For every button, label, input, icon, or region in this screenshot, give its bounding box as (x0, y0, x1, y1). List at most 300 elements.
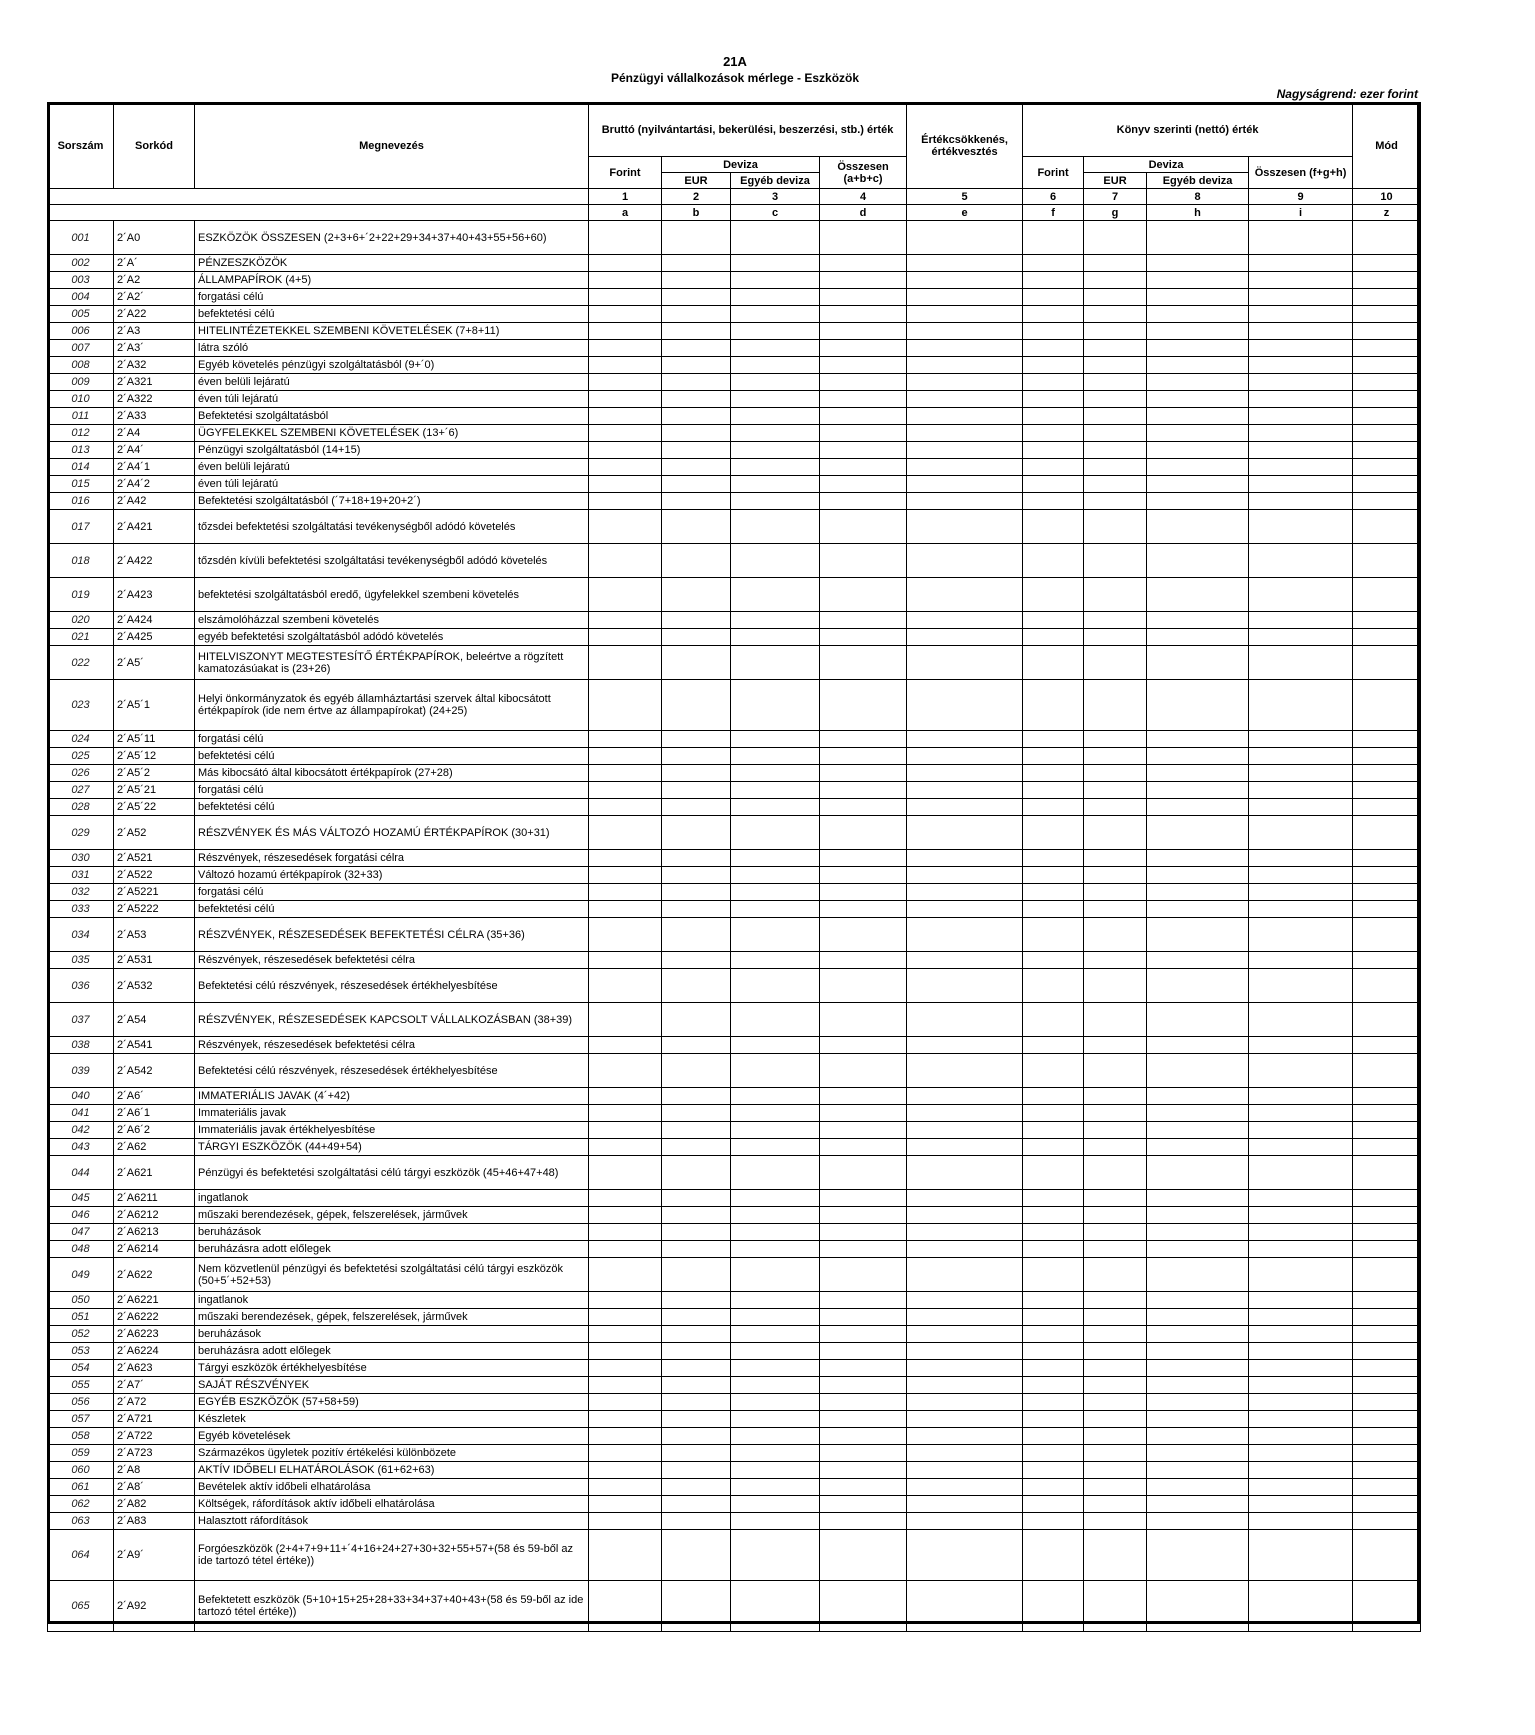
value-cell[interactable] (662, 1241, 731, 1258)
value-cell[interactable] (907, 544, 1023, 578)
value-cell[interactable] (820, 850, 907, 867)
value-cell[interactable] (820, 1037, 907, 1054)
value-cell[interactable] (662, 629, 731, 646)
value-cell[interactable] (1084, 799, 1147, 816)
value-cell[interactable] (589, 459, 662, 476)
value-cell[interactable] (907, 306, 1023, 323)
value-cell[interactable] (820, 1258, 907, 1292)
value-cell[interactable] (1084, 867, 1147, 884)
value-cell[interactable] (907, 748, 1023, 765)
value-cell[interactable] (1353, 1088, 1421, 1105)
value-cell[interactable] (1084, 1394, 1147, 1411)
value-cell[interactable] (731, 1581, 820, 1632)
value-cell[interactable] (820, 1241, 907, 1258)
value-cell[interactable] (1249, 884, 1353, 901)
value-cell[interactable] (731, 884, 820, 901)
value-cell[interactable] (662, 340, 731, 357)
value-cell[interactable] (1147, 1241, 1249, 1258)
value-cell[interactable] (1084, 884, 1147, 901)
value-cell[interactable] (589, 1105, 662, 1122)
value-cell[interactable] (1084, 1122, 1147, 1139)
value-cell[interactable] (907, 1462, 1023, 1479)
value-cell[interactable] (1353, 323, 1421, 340)
value-cell[interactable] (1147, 1309, 1249, 1326)
value-cell[interactable] (1249, 272, 1353, 289)
value-cell[interactable] (1353, 850, 1421, 867)
value-cell[interactable] (820, 1479, 907, 1496)
value-cell[interactable] (1147, 510, 1249, 544)
value-cell[interactable] (820, 1190, 907, 1207)
value-cell[interactable] (1084, 272, 1147, 289)
value-cell[interactable] (662, 646, 731, 680)
value-cell[interactable] (820, 425, 907, 442)
value-cell[interactable] (1023, 1479, 1084, 1496)
value-cell[interactable] (1084, 612, 1147, 629)
value-cell[interactable] (731, 1530, 820, 1581)
value-cell[interactable] (820, 1394, 907, 1411)
value-cell[interactable] (820, 459, 907, 476)
value-cell[interactable] (1023, 629, 1084, 646)
value-cell[interactable] (731, 1224, 820, 1241)
value-cell[interactable] (1249, 765, 1353, 782)
value-cell[interactable] (1023, 646, 1084, 680)
value-cell[interactable] (731, 918, 820, 952)
value-cell[interactable] (731, 510, 820, 544)
value-cell[interactable] (1353, 1122, 1421, 1139)
value-cell[interactable] (589, 306, 662, 323)
value-cell[interactable] (1147, 850, 1249, 867)
value-cell[interactable] (589, 1003, 662, 1037)
value-cell[interactable] (1023, 442, 1084, 459)
value-cell[interactable] (731, 1105, 820, 1122)
value-cell[interactable] (907, 1003, 1023, 1037)
value-cell[interactable] (820, 255, 907, 272)
value-cell[interactable] (1249, 1054, 1353, 1088)
value-cell[interactable] (731, 799, 820, 816)
value-cell[interactable] (1249, 816, 1353, 850)
value-cell[interactable] (1249, 1530, 1353, 1581)
value-cell[interactable] (1023, 1207, 1084, 1224)
value-cell[interactable] (1147, 221, 1249, 255)
value-cell[interactable] (820, 1428, 907, 1445)
value-cell[interactable] (1023, 1343, 1084, 1360)
value-cell[interactable] (1147, 1190, 1249, 1207)
value-cell[interactable] (731, 1411, 820, 1428)
value-cell[interactable] (731, 306, 820, 323)
value-cell[interactable] (1249, 901, 1353, 918)
value-cell[interactable] (1249, 306, 1353, 323)
value-cell[interactable] (1249, 952, 1353, 969)
value-cell[interactable] (1023, 1513, 1084, 1530)
value-cell[interactable] (589, 340, 662, 357)
value-cell[interactable] (1084, 1479, 1147, 1496)
value-cell[interactable] (589, 408, 662, 425)
value-cell[interactable] (662, 1003, 731, 1037)
value-cell[interactable] (1249, 323, 1353, 340)
value-cell[interactable] (907, 323, 1023, 340)
value-cell[interactable] (731, 1360, 820, 1377)
value-cell[interactable] (820, 1088, 907, 1105)
value-cell[interactable] (907, 799, 1023, 816)
value-cell[interactable] (1023, 1377, 1084, 1394)
value-cell[interactable] (820, 918, 907, 952)
value-cell[interactable] (1023, 1411, 1084, 1428)
value-cell[interactable] (1249, 969, 1353, 1003)
value-cell[interactable] (1353, 425, 1421, 442)
value-cell[interactable] (589, 1462, 662, 1479)
value-cell[interactable] (1353, 816, 1421, 850)
value-cell[interactable] (589, 680, 662, 731)
value-cell[interactable] (1084, 1411, 1147, 1428)
value-cell[interactable] (1084, 1241, 1147, 1258)
value-cell[interactable] (731, 612, 820, 629)
value-cell[interactable] (907, 918, 1023, 952)
value-cell[interactable] (1249, 1003, 1353, 1037)
value-cell[interactable] (1249, 782, 1353, 799)
value-cell[interactable] (662, 459, 731, 476)
value-cell[interactable] (907, 1411, 1023, 1428)
value-cell[interactable] (1249, 748, 1353, 765)
value-cell[interactable] (662, 425, 731, 442)
value-cell[interactable] (1147, 748, 1249, 765)
value-cell[interactable] (662, 1156, 731, 1190)
value-cell[interactable] (1147, 901, 1249, 918)
value-cell[interactable] (820, 952, 907, 969)
value-cell[interactable] (1249, 918, 1353, 952)
value-cell[interactable] (1353, 1377, 1421, 1394)
value-cell[interactable] (820, 408, 907, 425)
value-cell[interactable] (1023, 578, 1084, 612)
value-cell[interactable] (1084, 1207, 1147, 1224)
value-cell[interactable] (1147, 578, 1249, 612)
value-cell[interactable] (662, 1428, 731, 1445)
value-cell[interactable] (1147, 646, 1249, 680)
value-cell[interactable] (662, 289, 731, 306)
value-cell[interactable] (731, 221, 820, 255)
value-cell[interactable] (1249, 255, 1353, 272)
value-cell[interactable] (589, 1496, 662, 1513)
value-cell[interactable] (1353, 272, 1421, 289)
value-cell[interactable] (1023, 799, 1084, 816)
value-cell[interactable] (820, 493, 907, 510)
value-cell[interactable] (907, 1394, 1023, 1411)
value-cell[interactable] (1023, 731, 1084, 748)
value-cell[interactable] (1353, 1343, 1421, 1360)
value-cell[interactable] (820, 1309, 907, 1326)
value-cell[interactable] (1353, 442, 1421, 459)
value-cell[interactable] (1249, 1411, 1353, 1428)
value-cell[interactable] (1023, 493, 1084, 510)
value-cell[interactable] (1147, 816, 1249, 850)
value-cell[interactable] (1147, 442, 1249, 459)
value-cell[interactable] (907, 1156, 1023, 1190)
value-cell[interactable] (1084, 816, 1147, 850)
value-cell[interactable] (1023, 340, 1084, 357)
value-cell[interactable] (907, 1037, 1023, 1054)
value-cell[interactable] (1023, 1462, 1084, 1479)
value-cell[interactable] (907, 1309, 1023, 1326)
value-cell[interactable] (1147, 1037, 1249, 1054)
value-cell[interactable] (1353, 1428, 1421, 1445)
value-cell[interactable] (1084, 680, 1147, 731)
value-cell[interactable] (731, 731, 820, 748)
value-cell[interactable] (731, 1445, 820, 1462)
value-cell[interactable] (1249, 629, 1353, 646)
value-cell[interactable] (1084, 1309, 1147, 1326)
value-cell[interactable] (907, 765, 1023, 782)
value-cell[interactable] (731, 1037, 820, 1054)
value-cell[interactable] (589, 1037, 662, 1054)
value-cell[interactable] (731, 272, 820, 289)
value-cell[interactable] (1353, 1360, 1421, 1377)
value-cell[interactable] (820, 1156, 907, 1190)
value-cell[interactable] (662, 1054, 731, 1088)
value-cell[interactable] (1147, 969, 1249, 1003)
value-cell[interactable] (1023, 357, 1084, 374)
value-cell[interactable] (1353, 884, 1421, 901)
value-cell[interactable] (1353, 765, 1421, 782)
value-cell[interactable] (1353, 255, 1421, 272)
value-cell[interactable] (1023, 1309, 1084, 1326)
value-cell[interactable] (907, 1530, 1023, 1581)
value-cell[interactable] (662, 884, 731, 901)
value-cell[interactable] (589, 425, 662, 442)
value-cell[interactable] (1084, 289, 1147, 306)
value-cell[interactable] (907, 952, 1023, 969)
value-cell[interactable] (1353, 1309, 1421, 1326)
value-cell[interactable] (820, 306, 907, 323)
value-cell[interactable] (1084, 1360, 1147, 1377)
value-cell[interactable] (731, 1139, 820, 1156)
value-cell[interactable] (1084, 442, 1147, 459)
value-cell[interactable] (1249, 1105, 1353, 1122)
value-cell[interactable] (1249, 1156, 1353, 1190)
value-cell[interactable] (1084, 748, 1147, 765)
value-cell[interactable] (1023, 289, 1084, 306)
value-cell[interactable] (1147, 867, 1249, 884)
value-cell[interactable] (589, 272, 662, 289)
value-cell[interactable] (1147, 629, 1249, 646)
value-cell[interactable] (662, 850, 731, 867)
value-cell[interactable] (589, 748, 662, 765)
value-cell[interactable] (589, 1479, 662, 1496)
value-cell[interactable] (731, 323, 820, 340)
value-cell[interactable] (589, 1054, 662, 1088)
value-cell[interactable] (907, 1445, 1023, 1462)
value-cell[interactable] (820, 799, 907, 816)
value-cell[interactable] (1353, 1462, 1421, 1479)
value-cell[interactable] (820, 374, 907, 391)
value-cell[interactable] (1353, 1411, 1421, 1428)
value-cell[interactable] (589, 1207, 662, 1224)
value-cell[interactable] (1353, 1105, 1421, 1122)
value-cell[interactable] (662, 255, 731, 272)
value-cell[interactable] (731, 425, 820, 442)
value-cell[interactable] (589, 629, 662, 646)
value-cell[interactable] (1147, 1343, 1249, 1360)
value-cell[interactable] (907, 782, 1023, 799)
value-cell[interactable] (1023, 221, 1084, 255)
value-cell[interactable] (1147, 1445, 1249, 1462)
value-cell[interactable] (1084, 1581, 1147, 1632)
value-cell[interactable] (731, 1190, 820, 1207)
value-cell[interactable] (1084, 1088, 1147, 1105)
value-cell[interactable] (662, 1258, 731, 1292)
value-cell[interactable] (731, 340, 820, 357)
value-cell[interactable] (1023, 408, 1084, 425)
value-cell[interactable] (731, 1156, 820, 1190)
value-cell[interactable] (1084, 1224, 1147, 1241)
value-cell[interactable] (1023, 1122, 1084, 1139)
value-cell[interactable] (1249, 578, 1353, 612)
value-cell[interactable] (731, 1292, 820, 1309)
value-cell[interactable] (662, 357, 731, 374)
value-cell[interactable] (1353, 748, 1421, 765)
value-cell[interactable] (820, 1207, 907, 1224)
value-cell[interactable] (820, 391, 907, 408)
value-cell[interactable] (1353, 799, 1421, 816)
value-cell[interactable] (1023, 1292, 1084, 1309)
value-cell[interactable] (820, 1581, 907, 1632)
value-cell[interactable] (731, 782, 820, 799)
value-cell[interactable] (820, 510, 907, 544)
value-cell[interactable] (589, 782, 662, 799)
value-cell[interactable] (1023, 969, 1084, 1003)
value-cell[interactable] (662, 952, 731, 969)
value-cell[interactable] (589, 255, 662, 272)
value-cell[interactable] (1023, 1088, 1084, 1105)
value-cell[interactable] (820, 1292, 907, 1309)
value-cell[interactable] (589, 323, 662, 340)
value-cell[interactable] (1147, 459, 1249, 476)
value-cell[interactable] (589, 476, 662, 493)
value-cell[interactable] (1249, 374, 1353, 391)
value-cell[interactable] (731, 544, 820, 578)
value-cell[interactable] (820, 1343, 907, 1360)
value-cell[interactable] (1249, 1428, 1353, 1445)
value-cell[interactable] (1147, 1156, 1249, 1190)
value-cell[interactable] (1023, 391, 1084, 408)
value-cell[interactable] (589, 1156, 662, 1190)
value-cell[interactable] (1249, 731, 1353, 748)
value-cell[interactable] (1023, 1241, 1084, 1258)
value-cell[interactable] (1147, 1088, 1249, 1105)
value-cell[interactable] (731, 629, 820, 646)
value-cell[interactable] (589, 442, 662, 459)
value-cell[interactable] (589, 850, 662, 867)
value-cell[interactable] (662, 1513, 731, 1530)
value-cell[interactable] (1147, 1411, 1249, 1428)
value-cell[interactable] (907, 425, 1023, 442)
value-cell[interactable] (1353, 952, 1421, 969)
value-cell[interactable] (820, 748, 907, 765)
value-cell[interactable] (820, 646, 907, 680)
value-cell[interactable] (907, 1343, 1023, 1360)
value-cell[interactable] (1249, 357, 1353, 374)
value-cell[interactable] (1147, 1377, 1249, 1394)
value-cell[interactable] (1147, 391, 1249, 408)
value-cell[interactable] (1249, 510, 1353, 544)
value-cell[interactable] (1084, 765, 1147, 782)
value-cell[interactable] (820, 816, 907, 850)
value-cell[interactable] (662, 612, 731, 629)
value-cell[interactable] (731, 408, 820, 425)
value-cell[interactable] (662, 867, 731, 884)
value-cell[interactable] (731, 357, 820, 374)
value-cell[interactable] (1023, 459, 1084, 476)
value-cell[interactable] (1249, 1326, 1353, 1343)
value-cell[interactable] (589, 1088, 662, 1105)
value-cell[interactable] (820, 578, 907, 612)
value-cell[interactable] (731, 1394, 820, 1411)
value-cell[interactable] (1023, 884, 1084, 901)
value-cell[interactable] (1084, 1326, 1147, 1343)
value-cell[interactable] (907, 612, 1023, 629)
value-cell[interactable] (662, 1326, 731, 1343)
value-cell[interactable] (1084, 731, 1147, 748)
value-cell[interactable] (731, 765, 820, 782)
value-cell[interactable] (907, 646, 1023, 680)
value-cell[interactable] (1353, 357, 1421, 374)
value-cell[interactable] (1249, 1139, 1353, 1156)
value-cell[interactable] (1147, 425, 1249, 442)
value-cell[interactable] (1353, 1156, 1421, 1190)
value-cell[interactable] (589, 510, 662, 544)
value-cell[interactable] (1147, 1207, 1249, 1224)
value-cell[interactable] (589, 1360, 662, 1377)
value-cell[interactable] (1084, 374, 1147, 391)
value-cell[interactable] (1147, 680, 1249, 731)
value-cell[interactable] (731, 1088, 820, 1105)
value-cell[interactable] (1084, 255, 1147, 272)
value-cell[interactable] (1084, 1156, 1147, 1190)
value-cell[interactable] (820, 1513, 907, 1530)
value-cell[interactable] (1147, 952, 1249, 969)
value-cell[interactable] (1353, 510, 1421, 544)
value-cell[interactable] (662, 1139, 731, 1156)
value-cell[interactable] (1023, 850, 1084, 867)
value-cell[interactable] (907, 1190, 1023, 1207)
value-cell[interactable] (662, 731, 731, 748)
value-cell[interactable] (1084, 1496, 1147, 1513)
value-cell[interactable] (589, 952, 662, 969)
value-cell[interactable] (731, 374, 820, 391)
value-cell[interactable] (1023, 510, 1084, 544)
value-cell[interactable] (1249, 1309, 1353, 1326)
value-cell[interactable] (589, 867, 662, 884)
value-cell[interactable] (1249, 1292, 1353, 1309)
value-cell[interactable] (1084, 1190, 1147, 1207)
value-cell[interactable] (589, 1258, 662, 1292)
value-cell[interactable] (1084, 221, 1147, 255)
value-cell[interactable] (1023, 680, 1084, 731)
value-cell[interactable] (589, 901, 662, 918)
value-cell[interactable] (1147, 765, 1249, 782)
value-cell[interactable] (1353, 1207, 1421, 1224)
value-cell[interactable] (731, 1479, 820, 1496)
value-cell[interactable] (1147, 1530, 1249, 1581)
value-cell[interactable] (1147, 1003, 1249, 1037)
value-cell[interactable] (1147, 1462, 1249, 1479)
value-cell[interactable] (907, 850, 1023, 867)
value-cell[interactable] (1023, 1037, 1084, 1054)
value-cell[interactable] (589, 1428, 662, 1445)
value-cell[interactable] (1147, 1224, 1249, 1241)
value-cell[interactable] (662, 1445, 731, 1462)
value-cell[interactable] (1084, 340, 1147, 357)
value-cell[interactable] (662, 1377, 731, 1394)
value-cell[interactable] (662, 901, 731, 918)
